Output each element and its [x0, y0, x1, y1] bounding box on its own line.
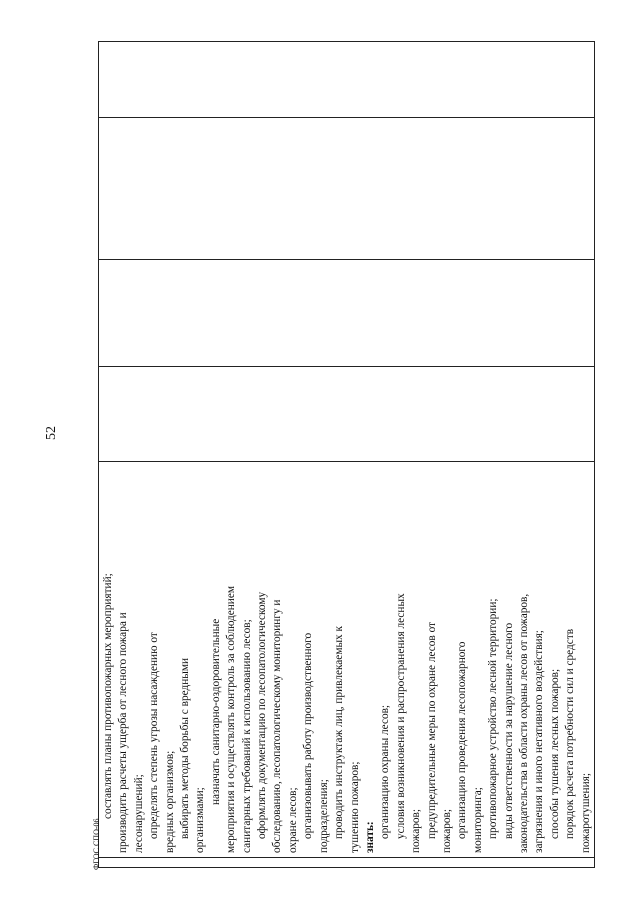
content-line: составлять планы противопожарных мероприятий; — [102, 573, 114, 819]
content-line: организацию охраны лесов; — [379, 704, 392, 839]
content-line: охране лесов; — [286, 787, 299, 853]
content-line: знать: — [363, 821, 376, 853]
content-line: пожаров; — [410, 808, 423, 853]
content-line: условия возникновения и распространения лесных — [394, 593, 407, 839]
footer-standard-code: ФГОС СПО-06 — [92, 818, 101, 870]
content-line: пожаров; — [440, 808, 453, 853]
content-line: обследованию, лесопатологическому мониторингу и — [271, 599, 284, 853]
content-line: предупредительные меры по охране лесов от — [425, 621, 438, 839]
content-line: организмами; — [194, 787, 207, 853]
content-line: организацию проведения лесопожарного — [456, 641, 469, 839]
table-cell-competency-codes — [99, 42, 595, 118]
content-line: лесонарушений; — [132, 774, 145, 853]
rotated-table-page — [98, 42, 592, 868]
content-line: загрязнения и иного негативного воздействия; — [533, 630, 546, 853]
page-number: 52 — [44, 426, 59, 440]
content-line: организовывать работу производственного — [302, 632, 315, 839]
table-row — [99, 42, 595, 868]
content-line: пожаротушения; — [579, 773, 592, 853]
content-line: способы тушения лесных пожаров; — [548, 668, 561, 839]
content-line: подразделения; — [317, 779, 330, 853]
competency-list — [99, 462, 594, 857]
table-cell-hours-max — [99, 367, 595, 462]
table-cell-hours-classroom — [99, 260, 595, 367]
table-cell-content — [99, 462, 595, 858]
content-line: определять степень угрозы насаждению от — [148, 632, 161, 839]
content-line: мониторинга; — [471, 787, 484, 853]
content-line: тушению пожаров; — [348, 761, 361, 853]
content-line: оформлять документацию по лесопатологическому — [256, 591, 269, 839]
table-cell-discipline — [99, 118, 595, 260]
content-line: законодательства в области охраны лесов от пожаров, — [517, 593, 530, 853]
table-cell-index — [99, 858, 595, 868]
content-line: санитарных требований к использованию лесов; — [240, 619, 253, 853]
content-line: производить расчеты ущерба от лесного пожара и — [117, 612, 130, 853]
content-line: мероприятия и осуществлять контроль за соблюдением — [225, 586, 238, 853]
content-line: выбирать методы борьбы с вредными — [179, 657, 192, 839]
content-line: вредных организмов; — [163, 750, 176, 853]
content-line: порядок расчета потребности сил и средств — [564, 628, 577, 839]
content-line: виды ответственности за нарушение лесного — [502, 622, 515, 839]
content-line: противопожарное устройство лесной территории; — [487, 598, 500, 839]
content-line: проводить инструктаж лиц, привлекаемых к — [333, 625, 346, 839]
content-line: назначать санитарно-оздоровительные — [209, 618, 222, 805]
curriculum-table — [98, 41, 595, 868]
